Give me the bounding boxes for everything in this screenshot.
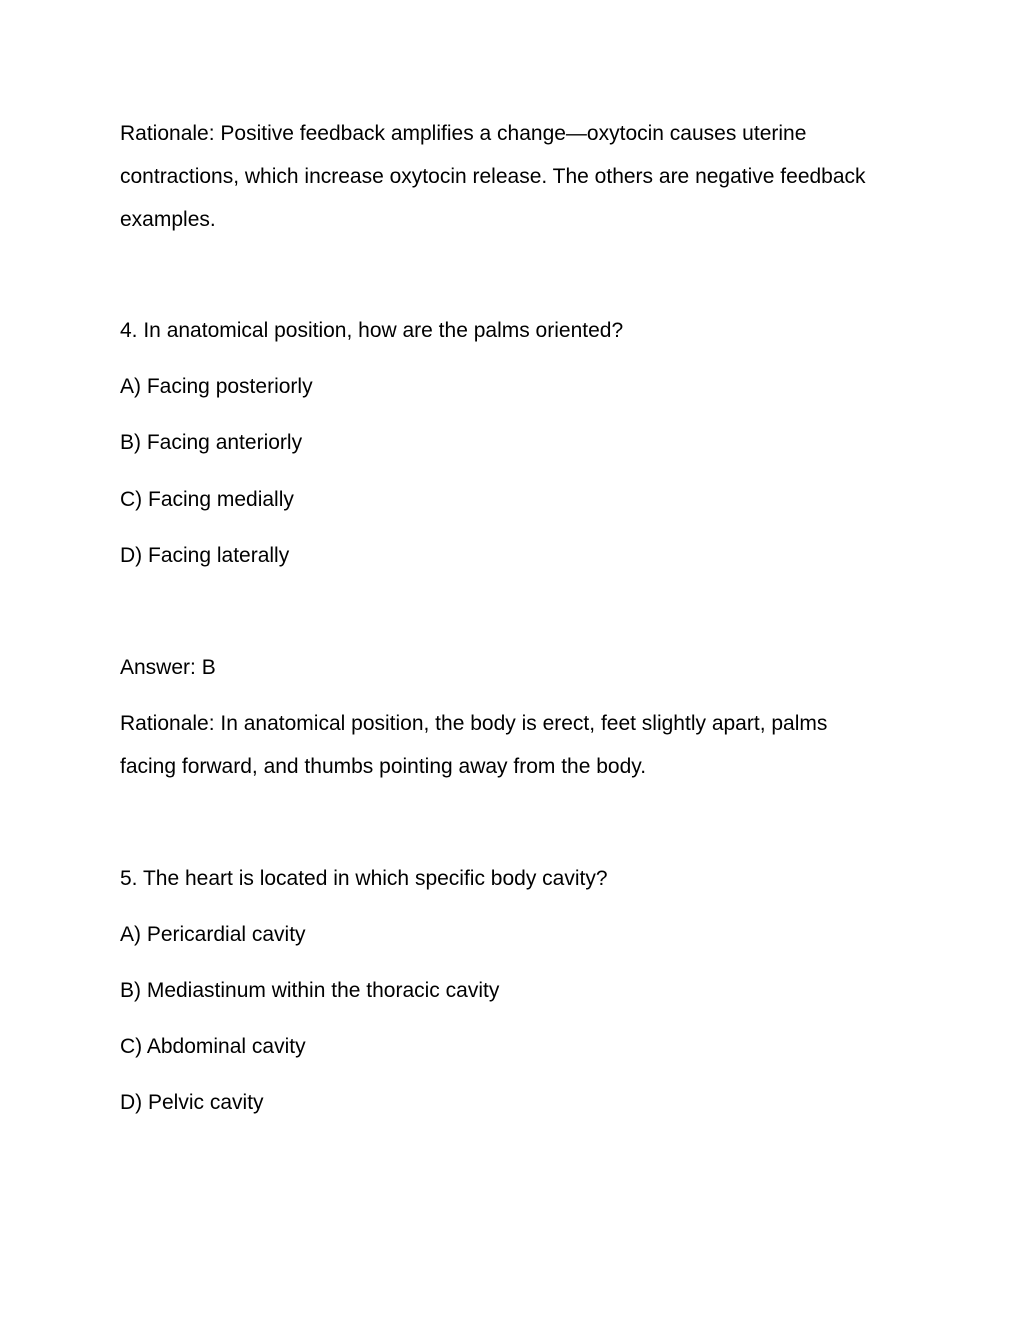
rationale-line: examples.	[120, 208, 216, 231]
question-5-option-a: A) Pericardial cavity	[120, 923, 306, 946]
question-4-rationale-line: facing forward, and thumbs pointing away from the body.	[120, 755, 647, 778]
question-4-answer: Answer: B	[120, 656, 216, 679]
rationale-line: Rationale: Positive feedback amplifies a change—oxytocin causes uterine	[120, 122, 807, 145]
question-4-option-a: A) Facing posteriorly	[120, 375, 313, 398]
rationale-line: contractions, which increase oxytocin release. The others are negative feedback	[120, 165, 866, 188]
question-5-prompt: 5. The heart is located in which specific body cavity?	[120, 867, 608, 890]
question-4-option-c: C) Facing medially	[120, 488, 294, 511]
question-4-option-d: D) Facing laterally	[120, 544, 290, 567]
question-5-option-d: D) Pelvic cavity	[120, 1091, 264, 1114]
question-5-option-c: C) Abdominal cavity	[120, 1035, 306, 1058]
question-4-prompt: 4. In anatomical position, how are the palms oriented?	[120, 319, 624, 342]
question-4-option-b: B) Facing anteriorly	[120, 431, 303, 454]
question-5-option-b: B) Mediastinum within the thoracic cavity	[120, 979, 500, 1002]
question-4-rationale-line: Rationale: In anatomical position, the body is erect, feet slightly apart, palms	[120, 712, 828, 735]
